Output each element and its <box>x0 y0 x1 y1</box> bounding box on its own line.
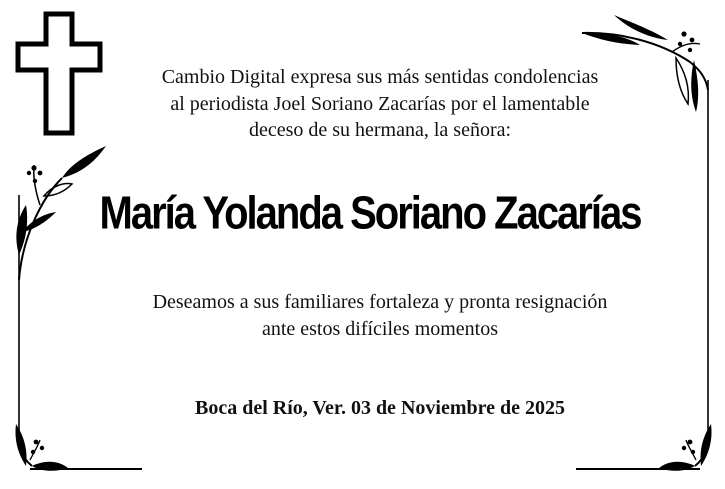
wish-line: ante estos difíciles momentos <box>261 318 499 340</box>
bottom-left-floral-icon <box>15 424 68 471</box>
condolence-message <box>110 64 650 144</box>
deceased-name: María Yolanda Soriano Zacarías <box>99 188 641 239</box>
cross-icon <box>18 14 100 133</box>
intro-line: deceso de su hermana, la señora: <box>248 119 512 141</box>
intro-line: al periodista Joel Soriano Zacarías por el lamentable <box>170 92 590 115</box>
place-and-date: Boca del Río, Ver. 03 de Noviembre de 2025 <box>195 397 565 419</box>
wish-line: Deseamos a sus familiares fortaleza y pronta resignación <box>152 291 608 313</box>
wishes-message <box>100 289 660 343</box>
bottom-right-floral-icon <box>659 424 712 471</box>
intro-line: Cambio Digital expresa sus más sentidas condolencias <box>161 66 599 88</box>
